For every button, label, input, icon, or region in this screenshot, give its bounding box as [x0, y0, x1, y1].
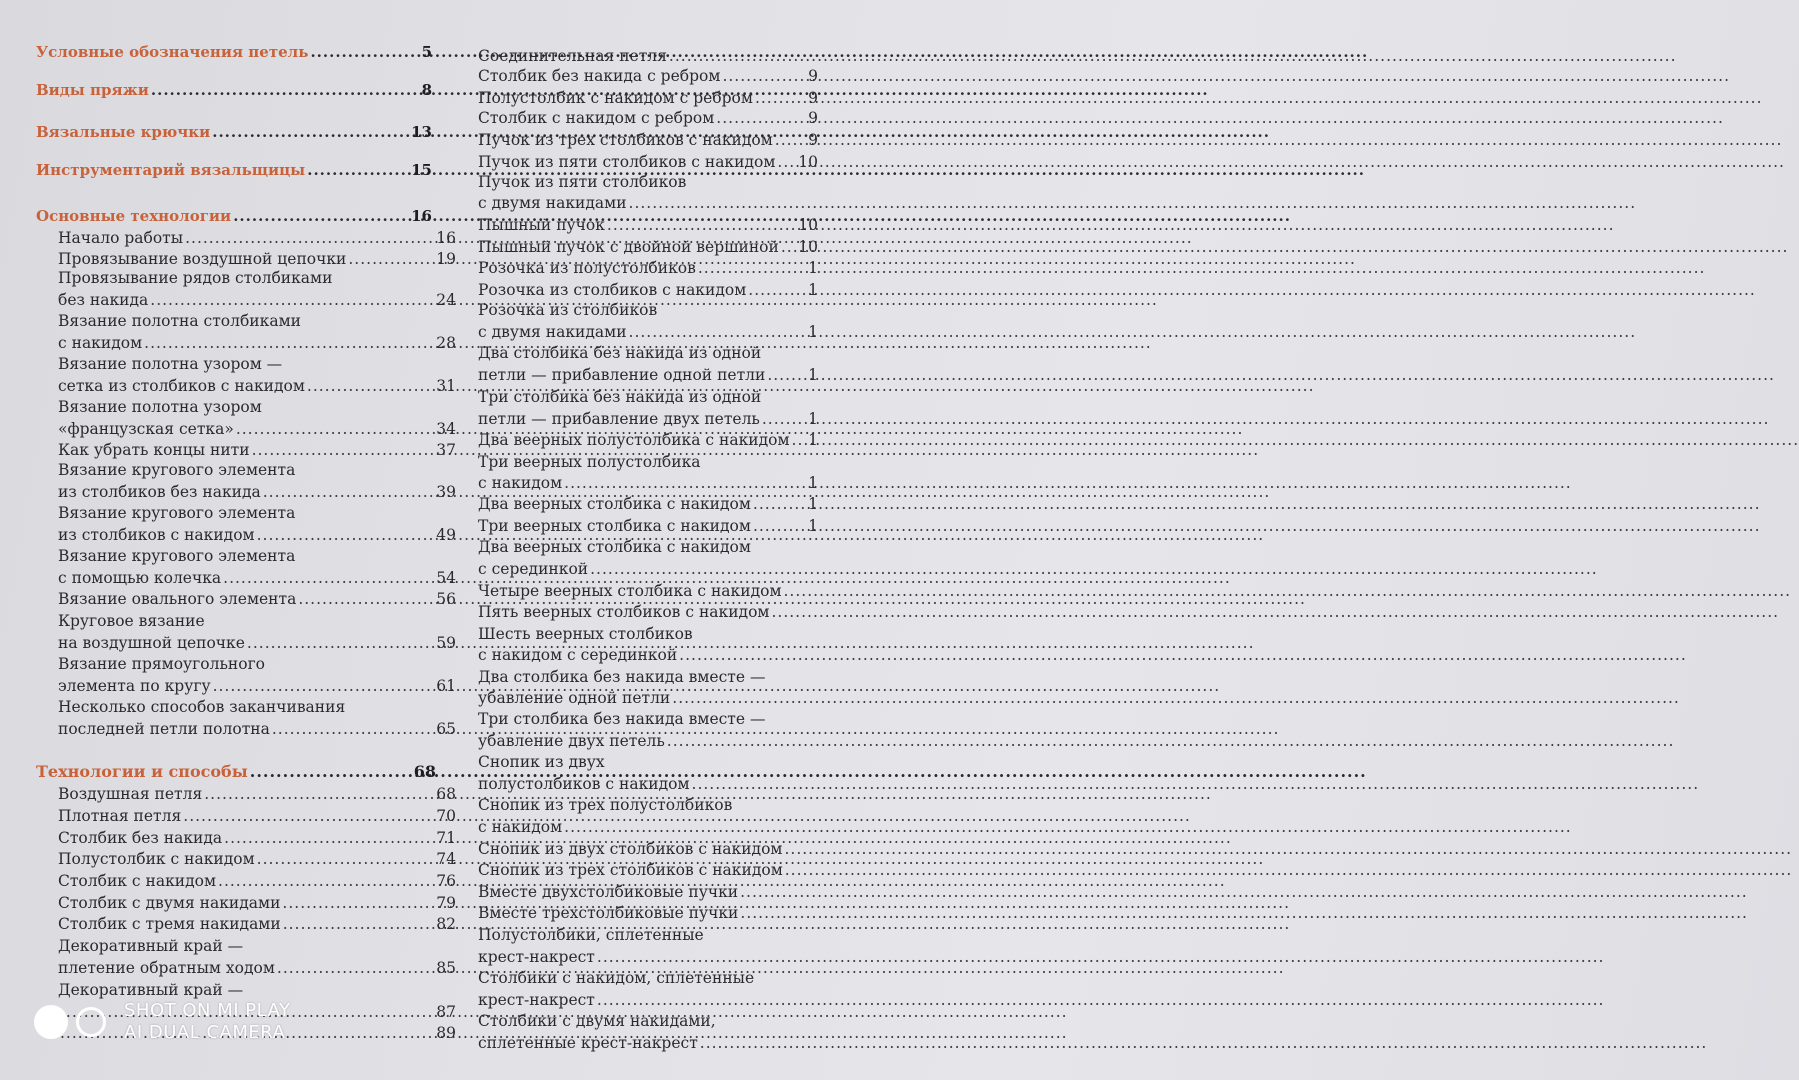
dot-leader	[307, 376, 434, 396]
toc-entry	[36, 871, 456, 891]
entry-label: убавление одной петли	[478, 689, 671, 707]
dot-leader	[629, 193, 816, 213]
toc-entry	[478, 752, 818, 772]
toc-entry	[36, 333, 456, 353]
dot-leader	[144, 333, 434, 353]
toc-entry	[478, 559, 818, 579]
dot-leader	[282, 893, 434, 913]
dot-leader	[784, 839, 816, 859]
page-number: 39	[436, 483, 456, 501]
dot-leader	[722, 66, 806, 86]
dot-leader	[185, 228, 434, 248]
dot-leader	[223, 568, 434, 588]
page-number: 56	[436, 590, 456, 608]
dot-leader	[755, 88, 806, 108]
toc-entry	[36, 482, 456, 502]
entry-label: из столбиков с накидом	[58, 526, 255, 544]
entry-label: Круговое вязание	[58, 612, 205, 630]
page-number: 70	[436, 807, 456, 825]
page-number: 68	[436, 785, 456, 803]
dot-leader	[672, 688, 816, 708]
page-number: 15	[411, 161, 432, 179]
page-number: 19	[436, 250, 456, 268]
entry-label: Плотная петля	[58, 807, 182, 825]
entry-label: с накидом	[478, 818, 563, 836]
toc-entry	[36, 42, 432, 62]
entry-label: Два веерных столбика с накидом	[478, 495, 751, 513]
entry-label: Пучок из пяти столбиков с накидом	[478, 153, 776, 171]
entry-label: Столбики с накидом, сплетенные	[478, 969, 755, 987]
page-number: 1	[808, 323, 818, 341]
toc-entry	[478, 172, 818, 192]
entry-label: с двумя накидами	[478, 194, 627, 212]
toc-entry	[478, 947, 818, 967]
toc-entry	[36, 290, 456, 310]
toc-entry	[478, 237, 818, 257]
toc-entry	[478, 731, 818, 751]
toc-entry	[478, 990, 818, 1010]
dot-leader	[629, 322, 807, 342]
entry-label: Пучок из трех столбиков с накидом	[478, 131, 773, 149]
entry-label: Вязание полотна узором	[58, 398, 262, 416]
dot-leader	[679, 645, 816, 665]
page-number: 89	[436, 1024, 456, 1042]
dot-leader	[218, 871, 434, 891]
toc-entry	[478, 1033, 818, 1053]
toc-entry	[478, 817, 818, 837]
entry-label: с накидом	[478, 474, 563, 492]
page-number: 54	[436, 569, 456, 587]
page-number: 59	[436, 634, 456, 652]
dot-leader	[298, 589, 434, 609]
page-number: 79	[436, 894, 456, 912]
dot-leader	[250, 762, 412, 782]
page-number: 10	[798, 153, 818, 171]
toc-entry	[36, 460, 456, 480]
entry-label: Провязывание рядов столбиками	[58, 269, 333, 287]
toc-entry	[36, 633, 456, 653]
toc-entry	[478, 860, 818, 880]
entry-label: Два столбика без накида вместе —	[478, 668, 766, 686]
dot-leader	[212, 122, 409, 142]
book-page	[0, 0, 818, 1080]
toc-entry	[36, 784, 456, 804]
page-number: 10	[798, 238, 818, 256]
toc-entry	[36, 980, 456, 1000]
page-number: 37	[436, 441, 456, 459]
toc-entry	[36, 525, 456, 545]
toc-entry	[478, 88, 818, 108]
toc-entry	[478, 839, 818, 859]
page-number: 76	[436, 872, 456, 890]
entry-label: Провязывание воздушной цепочки	[58, 250, 347, 268]
entry-label: Столбик с двумя накидами	[58, 894, 281, 912]
entry-label: крест-накрест	[478, 991, 595, 1009]
toc-entry	[36, 440, 456, 460]
toc-entry	[36, 589, 456, 609]
watermark-line-2: AI DUAL CAMERA	[124, 1022, 286, 1043]
entry-label: Розочка из столбиков	[478, 301, 658, 319]
toc-entry	[478, 66, 818, 86]
entry-label: с накидом	[58, 334, 143, 352]
toc-entry	[36, 849, 456, 869]
entry-label: с серединкой	[478, 560, 589, 578]
toc-entry	[36, 697, 456, 717]
page-number: 1	[808, 410, 818, 428]
page-number: 85	[436, 959, 456, 977]
toc-entry	[36, 268, 456, 288]
dot-leader	[213, 676, 435, 696]
toc-entry	[36, 936, 456, 956]
toc-entry	[36, 611, 456, 631]
dot-leader	[597, 990, 816, 1010]
toc-entry	[478, 1011, 818, 1031]
camera-logo-icon	[34, 1005, 106, 1039]
entry-label: полустолбиков с накидом	[478, 775, 690, 793]
toc-entry	[36, 376, 456, 396]
toc-entry	[36, 160, 432, 180]
toc-entry	[36, 719, 456, 739]
page-number: 24	[436, 291, 456, 309]
dot-leader	[771, 602, 816, 622]
dot-leader	[272, 719, 434, 739]
entry-label: сплетенные крест-накрест	[478, 1034, 698, 1052]
dot-leader	[283, 914, 435, 934]
entry-label: элемента по кругу	[58, 677, 211, 695]
entry-label: плетение обратным ходом	[58, 959, 275, 977]
entry-label: Вместе трехстолбиковые пучки	[478, 904, 739, 922]
dot-leader	[183, 806, 434, 826]
entry-label: с помощью колечка	[58, 569, 222, 587]
page-number: 87	[436, 1003, 456, 1021]
toc-entry	[36, 503, 456, 523]
entry-label: Декоративный край —	[58, 981, 244, 999]
toc-entry	[478, 537, 818, 557]
toc-entry	[478, 365, 818, 385]
toc-entry	[478, 795, 818, 815]
entry-label: Столбик с накидом	[58, 872, 217, 890]
page-number: 9	[808, 67, 818, 85]
page-number: 1	[808, 431, 818, 449]
entry-label: Соединительная петля	[478, 47, 667, 65]
toc-entry	[36, 122, 432, 142]
entry-label: Как убрать концы нити	[58, 441, 250, 459]
entry-label: Полустолбик с накидом с ребром	[478, 89, 753, 107]
page-number: 1	[808, 366, 818, 384]
dot-leader	[784, 581, 817, 601]
toc-entry	[478, 322, 818, 342]
entry-label: Три веерных полустолбика	[478, 453, 701, 471]
dot-leader	[700, 1033, 816, 1053]
toc-entry	[478, 903, 818, 923]
dot-leader	[607, 215, 796, 235]
entry-label: крест-накрест	[478, 948, 595, 966]
toc-entry	[478, 46, 818, 66]
toc-entry	[478, 258, 818, 278]
toc-entry	[36, 354, 456, 374]
toc-entry	[478, 193, 818, 213]
dot-leader	[792, 430, 807, 450]
page-number: 1	[808, 517, 818, 535]
entry-label: Пышный пучок	[478, 216, 605, 234]
toc-entry	[478, 688, 818, 708]
dot-leader	[716, 108, 806, 128]
toc-entry	[36, 546, 456, 566]
toc-entry	[478, 882, 818, 902]
entry-label: с двумя накидами	[478, 323, 627, 341]
page-number: 16	[411, 207, 432, 225]
toc-entry	[36, 654, 456, 674]
entry-label: последней петли полотна	[58, 720, 270, 738]
dot-leader	[669, 46, 816, 66]
entry-label: Вязание овального элемента	[58, 590, 297, 608]
page-number: 13	[411, 123, 432, 141]
dot-leader	[224, 828, 434, 848]
dot-leader	[348, 249, 434, 269]
watermark-line-1: SHOT ON MI PLAY	[124, 1000, 291, 1021]
page-number: 61	[436, 677, 456, 695]
dot-leader	[564, 817, 816, 837]
entry-label: Столбик без накида	[58, 829, 223, 847]
dot-leader	[204, 784, 434, 804]
page-number: 1	[808, 495, 818, 513]
section-title: Вязальные крючки	[36, 123, 211, 141]
entry-label: Столбики с двумя накидами,	[478, 1012, 716, 1030]
toc-entry	[478, 494, 818, 514]
entry-label: с накидом с серединкой	[478, 646, 678, 664]
toc-entry	[478, 667, 818, 687]
entry-label: Снопик из трех столбиков с накидом	[478, 861, 783, 879]
page-number: 65	[436, 720, 456, 738]
toc-entry	[478, 152, 818, 172]
entry-label: Полустолбики, сплетенные	[478, 926, 704, 944]
entry-label: Вязание кругового элемента	[58, 547, 296, 565]
dot-leader	[263, 482, 435, 502]
entry-label: Вязание кругового элемента	[58, 461, 296, 479]
dot-leader	[775, 130, 806, 150]
page-number: 28	[436, 334, 456, 352]
section-title: Основные технологии	[36, 207, 232, 225]
entry-label: Два веерных полустолбика с накидом	[478, 431, 790, 449]
dot-leader	[307, 160, 409, 180]
toc-entry	[478, 409, 818, 429]
entry-label: Полустолбик с накидом	[58, 850, 255, 868]
entry-label: Пять веерных столбиков с накидом	[478, 603, 770, 621]
toc-entry	[478, 108, 818, 128]
page-number: 74	[436, 850, 456, 868]
entry-label: убавление двух петель	[478, 732, 665, 750]
toc-entry	[478, 709, 818, 729]
entry-label: на воздушной цепочке	[58, 634, 245, 652]
toc-entry	[478, 968, 818, 988]
dot-leader	[597, 947, 816, 967]
dot-leader	[762, 409, 806, 429]
dot-leader	[233, 206, 409, 226]
dot-leader	[781, 237, 796, 257]
section-title: Условные обозначения петель	[36, 43, 309, 61]
entry-label: Пучок из пяти столбиков	[478, 173, 687, 191]
toc-entry	[36, 914, 456, 934]
entry-label: Пышный пучок с двойной вершиной	[478, 238, 779, 256]
toc-entry	[36, 311, 456, 331]
toc-entry	[478, 473, 818, 493]
entry-label: Вязание полотна узором —	[58, 355, 283, 373]
entry-label: Снопик из двух	[478, 753, 605, 771]
page-number: 9	[808, 109, 818, 127]
entry-label: без накида	[58, 291, 149, 309]
toc-entry	[478, 925, 818, 945]
page-number: 1	[808, 474, 818, 492]
page-number: 68	[413, 762, 436, 781]
toc-entry	[36, 762, 436, 782]
toc-entry	[36, 397, 456, 417]
entry-label: Несколько способов заканчивания	[58, 698, 346, 716]
section-title: Виды пряжи	[36, 81, 149, 99]
dot-leader	[150, 290, 434, 310]
toc-entry	[36, 80, 432, 100]
entry-label: Розочка из полустолбиков	[478, 259, 696, 277]
dot-leader	[151, 80, 420, 100]
toc-entry	[36, 828, 456, 848]
toc-entry	[478, 300, 818, 320]
dot-leader	[247, 633, 434, 653]
page-number: 8	[421, 81, 432, 99]
toc-entry	[36, 419, 456, 439]
dot-leader	[740, 903, 816, 923]
entry-label: Столбик с тремя накидами	[58, 915, 281, 933]
dot-leader	[767, 365, 806, 385]
toc-entry	[36, 228, 456, 248]
entry-label: «французская сетка»	[58, 420, 234, 438]
entry-label: петли — прибавление двух петель	[478, 410, 760, 428]
dot-leader	[753, 494, 806, 514]
entry-label: Вместе двухстолбиковые пучки	[478, 883, 739, 901]
dot-leader	[667, 731, 816, 751]
section-title: Технологии и способы	[36, 762, 248, 781]
dot-leader	[590, 559, 816, 579]
entry-label: Воздушная петля	[58, 785, 203, 803]
toc-entry	[36, 206, 432, 226]
entry-label: Снопик из двух столбиков с накидом	[478, 840, 783, 858]
page-number: 10	[798, 216, 818, 234]
toc-entry	[478, 343, 818, 363]
page-number: 5	[421, 43, 432, 61]
entry-label: Вязание прямоугольного	[58, 655, 266, 673]
dot-leader	[564, 473, 806, 493]
page-number: 31	[436, 377, 456, 395]
entry-label: Три столбика без накида вместе —	[478, 710, 766, 728]
toc-entry	[36, 958, 456, 978]
entry-label: Декоративный край —	[58, 937, 244, 955]
dot-leader	[748, 280, 806, 300]
toc-entry	[478, 645, 818, 665]
dot-leader	[692, 774, 816, 794]
dot-leader	[236, 419, 434, 439]
camera-watermark	[34, 1000, 290, 1044]
page-number: 82	[436, 915, 456, 933]
entry-label: Снопик из трех полустолбиков	[478, 796, 733, 814]
toc-entry	[478, 215, 818, 235]
page-number: 34	[436, 420, 456, 438]
page-number: 16	[436, 229, 456, 247]
dot-leader	[753, 516, 806, 536]
toc-entry	[36, 893, 456, 913]
page-number: 9	[808, 89, 818, 107]
toc-entry	[478, 624, 818, 644]
entry-label: Два столбика без накида из одной	[478, 344, 762, 362]
page-number: 71	[436, 829, 456, 847]
dot-leader	[257, 849, 435, 869]
dot-leader	[785, 860, 816, 880]
entry-label: Столбик без накида с ребром	[478, 67, 721, 85]
entry-label: сетка из столбиков с накидом	[58, 377, 305, 395]
entry-label: Начало работы	[58, 229, 184, 247]
toc-entry	[478, 452, 818, 472]
entry-label: Два веерных столбика с накидом	[478, 538, 751, 556]
toc-entry	[36, 568, 456, 588]
entry-label: Розочка из столбиков с накидом	[478, 281, 747, 299]
section-title: Инструментарий вязальщицы	[36, 161, 306, 179]
toc-entry	[478, 430, 818, 450]
toc-entry	[478, 130, 818, 150]
entry-label: Столбик с накидом с ребром	[478, 109, 715, 127]
page-number: 49	[436, 526, 456, 544]
entry-label: Вязание полотна столбиками	[58, 312, 301, 330]
entry-label: Шесть веерных столбиков	[478, 625, 693, 643]
toc-entry	[478, 387, 818, 407]
entry-label: Три веерных столбика с накидом	[478, 517, 751, 535]
dot-leader	[740, 882, 816, 902]
toc-entry	[478, 581, 818, 601]
entry-label: Четыре веерных столбика с накидом	[478, 582, 782, 600]
page-number: 9	[808, 131, 818, 149]
toc-entry	[478, 516, 818, 536]
dot-leader	[698, 258, 806, 278]
page-number: 1	[808, 281, 818, 299]
dot-leader	[257, 525, 435, 545]
dot-leader	[252, 440, 435, 460]
toc-entry	[36, 249, 456, 269]
entry-label: Вязание кругового элемента	[58, 504, 296, 522]
toc-entry	[478, 602, 818, 622]
toc-entry	[478, 280, 818, 300]
entry-label: Три столбика без накида из одной	[478, 388, 762, 406]
entry-label: петли — прибавление одной петли	[478, 366, 766, 384]
entry-label: из столбиков без накида	[58, 483, 261, 501]
dot-leader	[310, 42, 419, 62]
toc-entry	[36, 806, 456, 826]
dot-leader	[277, 958, 434, 978]
dot-leader	[777, 152, 796, 172]
toc-entry	[478, 774, 818, 794]
toc-entry	[36, 676, 456, 696]
page-number: 1	[808, 259, 818, 277]
